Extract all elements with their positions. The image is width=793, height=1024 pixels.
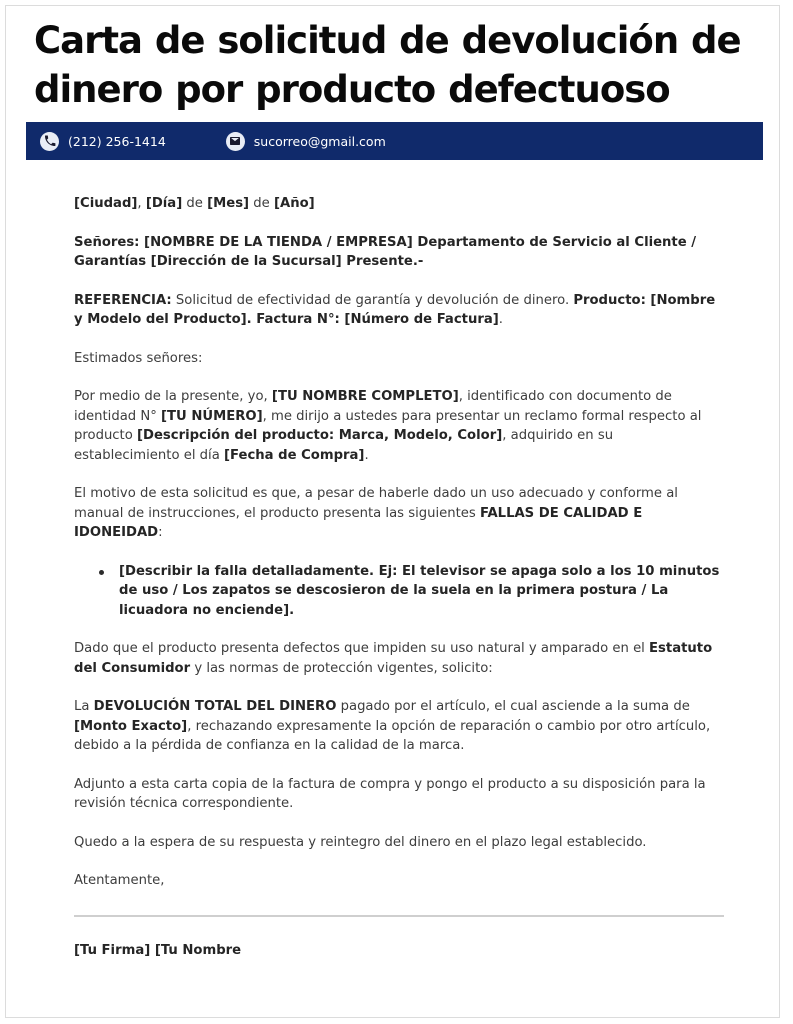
reference-period: . bbox=[498, 312, 503, 327]
intro-product-placeholder: [Descripción del producto: Marca, Modelo, Color] bbox=[136, 428, 503, 443]
intro-part-2: , identificado con documento de identidad N° bbox=[74, 389, 672, 424]
date-line bbox=[74, 194, 721, 214]
closing-line: Atentamente, bbox=[74, 873, 165, 888]
intro-part-4: , adquirido en su establecimiento el día bbox=[74, 428, 614, 463]
page-title: Carta de solicitud de devolución de dinero por producto defectuoso bbox=[34, 19, 741, 111]
reference-line bbox=[74, 291, 721, 330]
reason-part-2: : bbox=[158, 525, 163, 540]
request-part-2: pagado por el artículo, el cual asciende a la suma de bbox=[336, 699, 690, 714]
date-city: [Ciudad] bbox=[74, 196, 138, 211]
phone-icon bbox=[40, 132, 59, 151]
greeting-line: Estimados señores: bbox=[74, 350, 203, 366]
signature-line: [Tu Firma] [Tu Nombre bbox=[74, 942, 242, 958]
intro-id-placeholder: [TU NÚMERO] bbox=[161, 408, 263, 424]
envelope-icon bbox=[226, 132, 245, 151]
document-page bbox=[5, 5, 780, 1018]
request-part-1: La bbox=[74, 699, 94, 714]
reference-label: REFERENCIA: bbox=[74, 292, 172, 308]
reason-part-1: El motivo de esta solicitud es que, a pesar de haberle dado un uso adecuado y conforme al manual de instrucciones, el producto presenta las siguientes bbox=[74, 486, 678, 521]
reason-emphasis: FALLAS DE CALIDAD E IDONEIDAD bbox=[74, 505, 643, 540]
reference-text: Solicitud de efectividad de garantía y devolución de dinero. bbox=[171, 292, 574, 308]
contact-email[interactable] bbox=[226, 132, 386, 151]
legal-emphasis: Estatuto del Consumidor bbox=[74, 641, 713, 676]
date-comma: , bbox=[137, 196, 146, 211]
waiting-paragraph: Quedo a la espera de su respuesta y reintegro del dinero en el plazo legal establecido. bbox=[74, 834, 647, 850]
list-item: [Describir la falla detalladamente. Ej: El televisor se apaga solo a los 10 minutos de uso / Los zapatos se descosieron de la suela en la primera postura / La licuadora no enciende]. bbox=[119, 562, 721, 621]
contact-bar bbox=[26, 122, 763, 160]
signature-rule bbox=[74, 915, 724, 917]
reason-paragraph bbox=[74, 484, 721, 543]
request-paragraph bbox=[74, 697, 721, 756]
date-de-1: de bbox=[182, 196, 208, 211]
date-day: [Día] bbox=[145, 196, 183, 211]
date-de-2: de bbox=[249, 196, 274, 211]
request-part-3: , rechazando expresamente la opción de reparación o cambio por otro artículo, debido a la pérdida de confianza en la calidad de la marca. bbox=[74, 718, 711, 753]
attachment-paragraph: Adjunto a esta carta copia de la factura de compra y pongo el producto a su disposición para la revisión técnica correspondiente. bbox=[74, 776, 706, 811]
intro-paragraph bbox=[74, 387, 721, 465]
request-emphasis: DEVOLUCIÓN TOTAL DEL DINERO bbox=[93, 699, 337, 714]
intro-date-placeholder: [Fecha de Compra] bbox=[224, 447, 365, 463]
contact-email-label: sucorreo@gmail.com bbox=[253, 133, 386, 149]
letter-body bbox=[6, 160, 779, 960]
date-year: [Año] bbox=[273, 196, 315, 211]
failures-list bbox=[74, 562, 721, 621]
reference-product: Producto: [Nombre y Modelo del Producto]. Factura N°: [Número de Factura] bbox=[74, 292, 716, 327]
date-month: [Mes] bbox=[207, 196, 250, 211]
contact-phone[interactable] bbox=[40, 132, 166, 151]
contact-phone-label: (212) 256-1414 bbox=[68, 133, 166, 149]
intro-part-1: Por medio de la presente, yo, bbox=[74, 389, 272, 404]
intro-name-placeholder: [TU NOMBRE COMPLETO] bbox=[271, 389, 459, 404]
legal-part-1: Dado que el producto presenta defectos que impiden su uso natural y amparado en el bbox=[74, 641, 650, 656]
intro-part-5: . bbox=[364, 447, 369, 463]
legal-paragraph bbox=[74, 639, 721, 678]
request-amount-placeholder: [Monto Exacto] bbox=[74, 718, 188, 734]
legal-part-2: y las normas de protección vigentes, solicito: bbox=[190, 660, 493, 676]
intro-part-3: , me dirijo a ustedes para presentar un reclamo formal respecto al producto bbox=[74, 408, 702, 443]
addressee-block: Señores: [NOMBRE DE LA TIENDA / EMPRESA] Departamento de Servicio al Cliente / Garantías [Dirección de la Sucursal] Presente.- bbox=[74, 234, 697, 269]
